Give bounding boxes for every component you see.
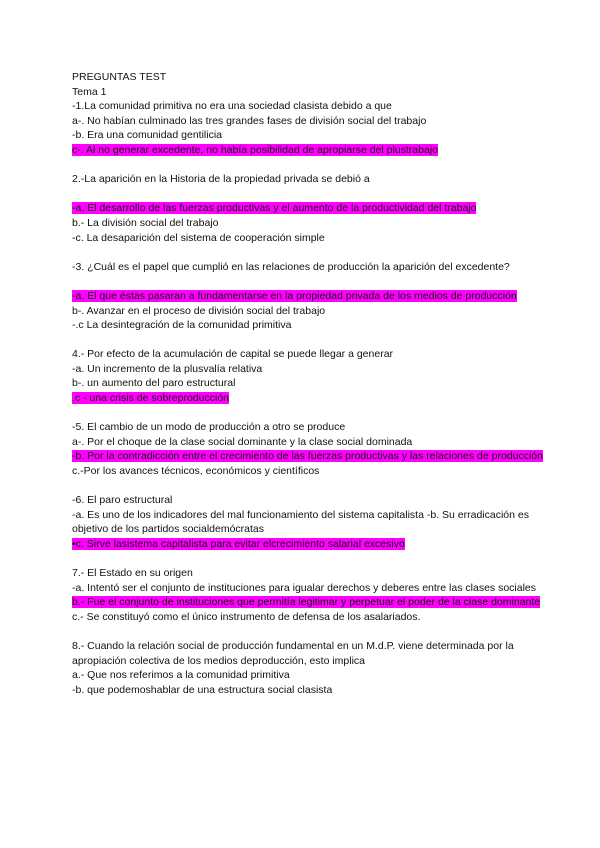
q2-option-c: -c. La desaparición del sistema de cooperación simple	[72, 231, 325, 244]
q3-option-b: b-. Avanzar en el proceso de división social del trabajo	[72, 304, 326, 317]
q5-option-b-highlighted: -b. Por la contradicción entre el crecimiento de las fuerzas productivas y las relaciones de producción	[72, 450, 543, 463]
q5-option-c: c.-Por los avances técnicos, económicos y científicos	[72, 465, 320, 478]
q4-stem: 4.- Por efecto de la acumulación de capital se puede llegar a generar	[72, 348, 394, 361]
q3-option-a-highlighted: -a. El que éstas pasaran a fundamentarse en la propiedad privada de los medios de producción	[72, 289, 517, 302]
q1-option-a: a-. No habían culminado las tres grandes fases de división social del trabajo	[72, 114, 427, 127]
q5-option-a: a-. Por el choque de la clase social dominante y la clase social dominada	[72, 435, 413, 448]
q8-option-b: -b. que podemoshablar de una estructura social clasista	[72, 683, 333, 696]
q4-option-c-highlighted: .c - una crisis de sobreproducción	[72, 392, 229, 405]
q3-stem: -3. ¿Cuál es el papel que cumplió en las relaciones de producción la aparición del excedente?	[72, 260, 510, 273]
q6-stem: -6. El paro estructural	[72, 494, 173, 507]
doc-subtitle: Tema 1	[72, 85, 107, 98]
q8-stem: 8.- Cuando la relación social de producción fundamental en un M.d.P. viene determinada por la apropiación colectiva de los medios deproducción, esto implica	[72, 640, 514, 667]
q2-option-a-highlighted: -a. El desarrollo de las fuerzas productivas y el aumento de la productividad del trabajo	[72, 202, 477, 215]
q7-stem: 7.- El Estado en su origen	[72, 567, 193, 580]
q8-option-a: a.- Que nos referimos a la comunidad primitiva	[72, 669, 290, 682]
q1-option-c-highlighted: c-. Al no generar excedente, no había posibilidad de apropiarse del plustrabajo	[72, 143, 438, 156]
q3-option-c: -.c La desintegración de la comunidad primitiva	[72, 319, 292, 332]
q5-stem: -5. El cambio de un modo de producción a otro se produce	[72, 421, 346, 434]
q1-stem: -1.La comunidad primitiva no era una sociedad clasista debido a que	[72, 100, 392, 113]
q7-option-a: -a. Intentó ser el conjunto de instituciones para igualar derechos y deberes entre las clases sociales	[72, 581, 537, 594]
q4-option-b: b-. un aumento del paro estructural	[72, 377, 236, 390]
q4-option-a: -a. Un incremento de la plusvalía relativa	[72, 362, 263, 375]
q6-option-c-highlighted: •c. Sirve lasistema capitalista para evitar elcrecimiento salarial excesivo	[72, 538, 405, 550]
q6-options-a-b: -a. Es uno de los indicadores del mal funcionamiento del sistema capitalista -b. Su erradicación es objetivo de los partidos socialdemócratas	[72, 508, 529, 536]
q2-stem: 2.-La aparición en la Historia de la propiedad privada se debió a	[72, 173, 370, 186]
q1-option-b: -b. Era una comunidad gentilicia	[72, 129, 223, 142]
q7-option-b-highlighted: b.- Fue el conjunto de instituciones que permitía legitimar y perpetuar el poder de la clase dominante	[72, 596, 541, 609]
q7-option-c: c.- Se constituyó como el único instrumento de defensa de los asalariados.	[72, 610, 421, 623]
doc-title: PREGUNTAS TEST	[72, 71, 167, 83]
q2-option-b: b.- La división social del trabajo	[72, 216, 219, 229]
